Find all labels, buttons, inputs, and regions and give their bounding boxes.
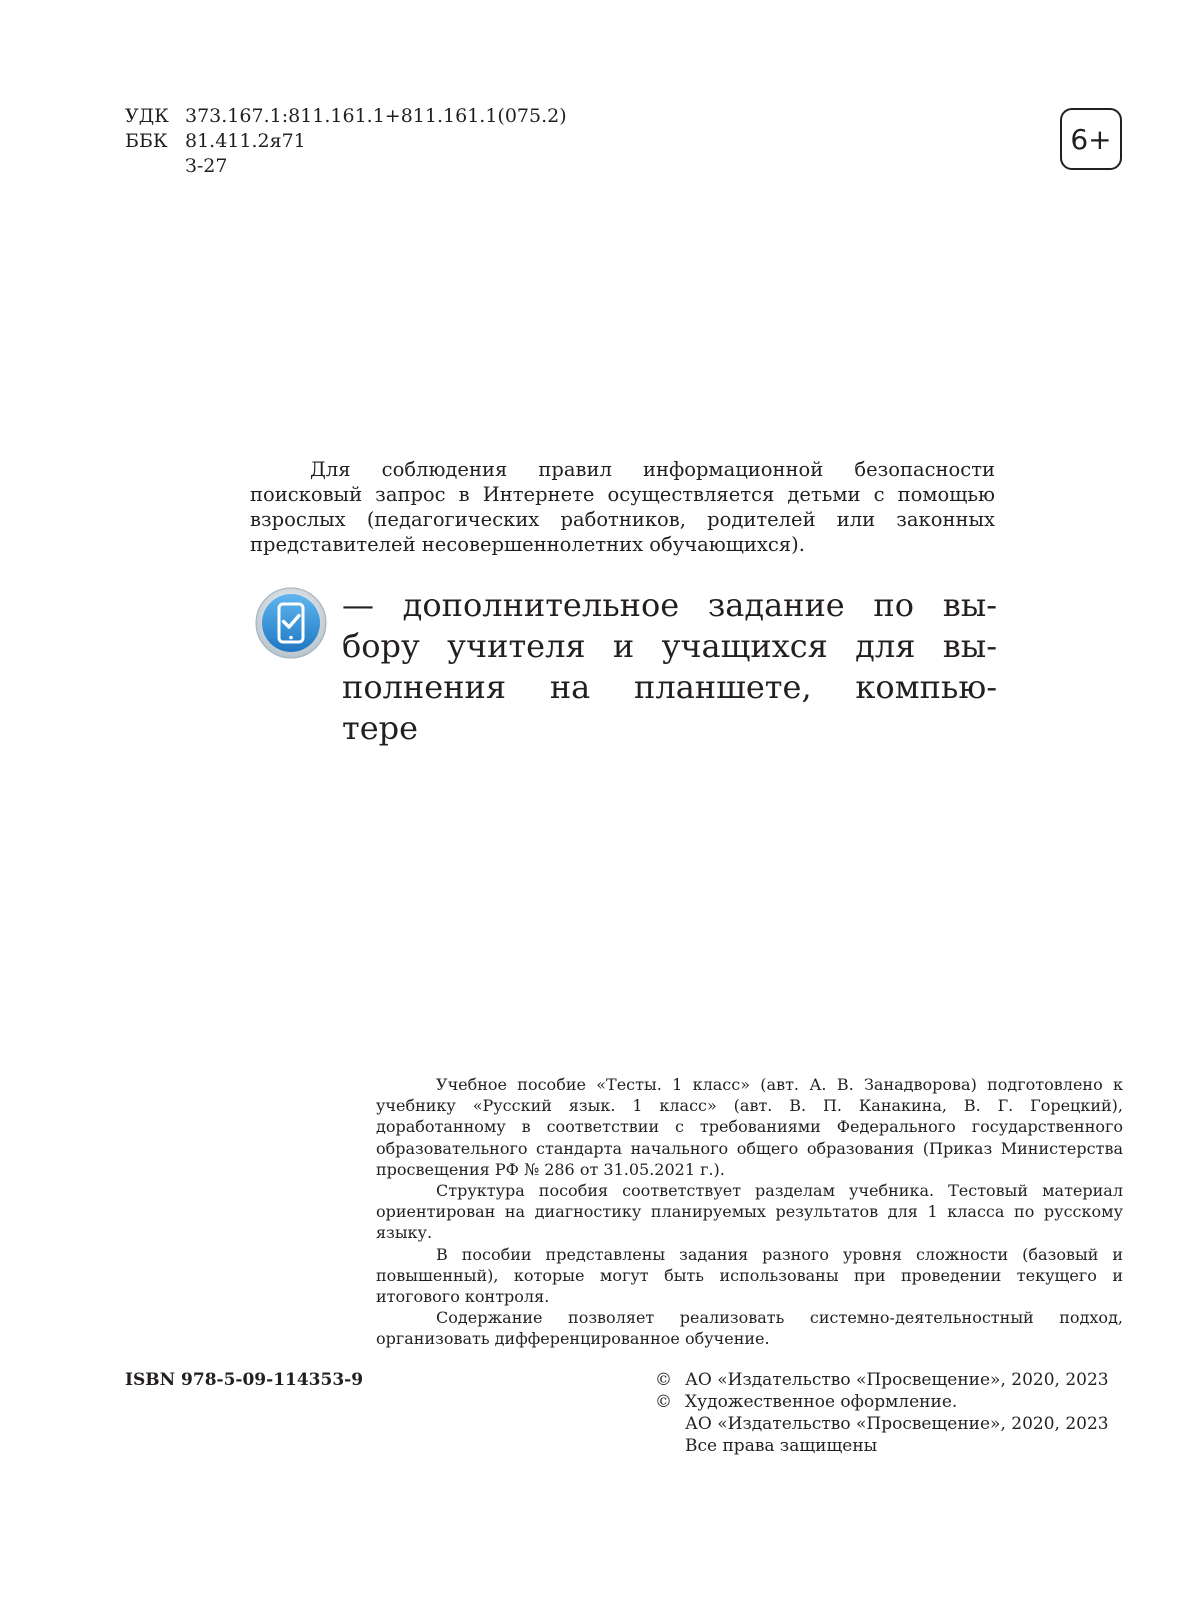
author-sign: З-27 (185, 155, 228, 177)
copyright-line: АО «Издательство «Просвещение», 2020, 2023 (685, 1414, 1109, 1434)
author-sign-row (125, 154, 567, 179)
legend-line: — дополнительное задание по вы- (342, 586, 997, 624)
annotation-paragraph: Содержание позволяет реализовать системно-деятельностный подход, организовать дифференцированное обучение. (376, 1308, 1123, 1349)
legend-line: бору учителя и учащихся для вы- (342, 627, 997, 665)
bbk-value: 81.411.2я71 (185, 130, 306, 152)
annotation-paragraph: Учебное пособие «Тесты. 1 класс» (авт. А. В. Занадворова) подготовлено к учебнику «Русский язык. 1 класс» (авт. В. П. Канакина, В. Г. Горецкий), доработанному в соответствии с требованиями Федерального государственного образовательного стандарта начального общего образования (Приказ Министерства просвещения РФ № 286 от 31.05.2021 г.). (376, 1075, 1123, 1179)
copyright-row (655, 1369, 1109, 1391)
bbk-label: ББК (125, 130, 168, 152)
book-annotation (376, 1074, 1123, 1350)
udk-value: 373.167.1:811.161.1+811.161.1(075.2) (185, 105, 567, 127)
catalog-info (125, 104, 567, 179)
copyright-row (655, 1435, 1109, 1457)
safety-notice: Для соблюдения правил информационной безопасности поисковый запрос в Интернете осуществляется детьми с помощью взрослых (педагогических работников, родителей или законных представителей несовершеннолетних обучающихся). (250, 458, 995, 556)
age-rating-badge: 6+ (1060, 108, 1122, 170)
copyright-row (655, 1413, 1109, 1435)
legend-line: полнения на планшете, компью- (342, 668, 997, 706)
tablet-check-icon (255, 587, 327, 659)
copyright-row (655, 1391, 1109, 1413)
copyright-line: АО «Издательство «Просвещение», 2020, 2023 (685, 1370, 1109, 1390)
annotation-paragraph: В пособии представлены задания разного уровня сложности (базовый и повышенный), которые могут быть использованы при проведении текущего и итогового контроля. (376, 1244, 1123, 1307)
annotation-paragraph: Структура пособия соответствует разделам учебника. Тестовый материал ориентирован на диагностику планируемых результатов для 1 класса по русскому языку. (376, 1181, 1123, 1243)
tablet-task-legend (342, 585, 997, 749)
copyright-symbol: © (655, 1370, 672, 1390)
copyright-line: Художественное оформление. (685, 1392, 958, 1412)
copyright-symbol: © (655, 1392, 672, 1412)
udk-row (125, 104, 567, 129)
udk-label: УДК (125, 105, 169, 127)
legend-line: тере (342, 709, 419, 747)
copyright-block (655, 1369, 1109, 1457)
copyright-line: Все права защищены (685, 1436, 878, 1456)
bbk-row (125, 129, 567, 154)
isbn: ISBN 978-5-09-114353-9 (125, 1370, 364, 1390)
